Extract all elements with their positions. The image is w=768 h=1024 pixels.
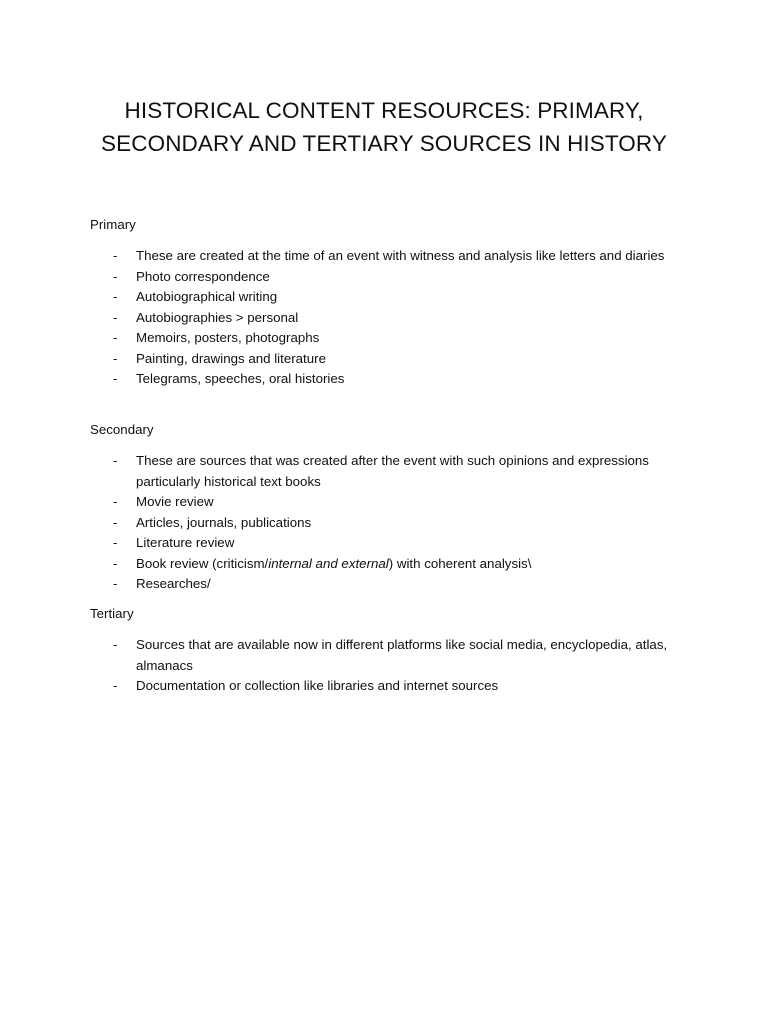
list-item-text: Autobiographies > personal: [136, 309, 299, 325]
list-item: [0, 574, 768, 595]
list-item-text: Sources that are available now in different platforms like social media, encyclopedia, atlas, almanacs: [136, 637, 668, 673]
page-title: [0, 94, 768, 160]
list-item-text: Painting, drawings and literature: [136, 350, 326, 366]
bullet-dash: -: [113, 555, 118, 571]
list-item: [0, 492, 768, 513]
list-item: [0, 554, 768, 575]
list-item-text-italic: internal and external: [268, 555, 389, 571]
list-item: [0, 287, 768, 308]
list-item: [0, 451, 768, 492]
list-item: [0, 246, 768, 267]
list-item: [0, 308, 768, 329]
list-item: [0, 533, 768, 554]
list-item: [0, 513, 768, 534]
list-item: [0, 328, 768, 349]
list-item-text: Documentation or collection like libraries and internet sources: [136, 678, 499, 693]
bullet-dash: -: [113, 494, 118, 509]
list-item: [0, 676, 768, 697]
bullet-dash: -: [113, 371, 118, 386]
list-item-text: Articles, journals, publications: [136, 514, 312, 530]
list-item-text: Telegrams, speeches, oral histories: [136, 371, 345, 386]
bullet-dash: -: [113, 453, 118, 468]
bullet-dash: -: [113, 268, 118, 284]
bullet-dash: -: [113, 350, 118, 366]
section-heading-primary: Primary: [90, 217, 136, 232]
secondary-list: [0, 451, 768, 595]
list-item-text: Movie review: [136, 494, 214, 509]
bullet-dash: -: [113, 514, 118, 530]
list-item-text-after: ) with coherent analysis\: [388, 555, 532, 571]
list-item-text: Literature review: [136, 535, 235, 550]
bullet-dash: -: [113, 637, 118, 652]
list-item: [0, 267, 768, 288]
bullet-dash: -: [113, 576, 118, 591]
title-line-1: HISTORICAL CONTENT RESOURCES: PRIMARY,: [124, 98, 644, 123]
bullet-dash: -: [113, 678, 118, 693]
list-item-text: Photo correspondence: [136, 268, 270, 284]
list-item-text: Autobiographical writing: [136, 289, 278, 304]
list-item: [0, 349, 768, 370]
list-item-text: Memoirs, posters, photographs: [136, 330, 320, 345]
list-item: [0, 635, 768, 676]
list-item-text-before: Book review (criticism/: [136, 555, 269, 571]
bullet-dash: -: [113, 289, 118, 304]
list-item-text: Researches/: [136, 576, 211, 591]
title-line-2: SECONDARY AND TERTIARY SOURCES IN HISTORY: [101, 131, 667, 156]
primary-list: [0, 246, 768, 390]
bullet-dash: -: [113, 309, 118, 325]
section-heading-secondary: Secondary: [90, 422, 154, 437]
section-heading-tertiary: Tertiary: [90, 606, 134, 621]
list-item: [0, 369, 768, 390]
bullet-dash: -: [113, 535, 118, 550]
bullet-dash: -: [113, 330, 118, 345]
bullet-dash: -: [113, 248, 118, 263]
list-item-text: These are created at the time of an event with witness and analysis like letters and diaries: [136, 248, 665, 263]
tertiary-list: [0, 635, 768, 697]
list-item-text: These are sources that was created after the event with such opinions and expressions particularly historical text books: [136, 453, 649, 489]
